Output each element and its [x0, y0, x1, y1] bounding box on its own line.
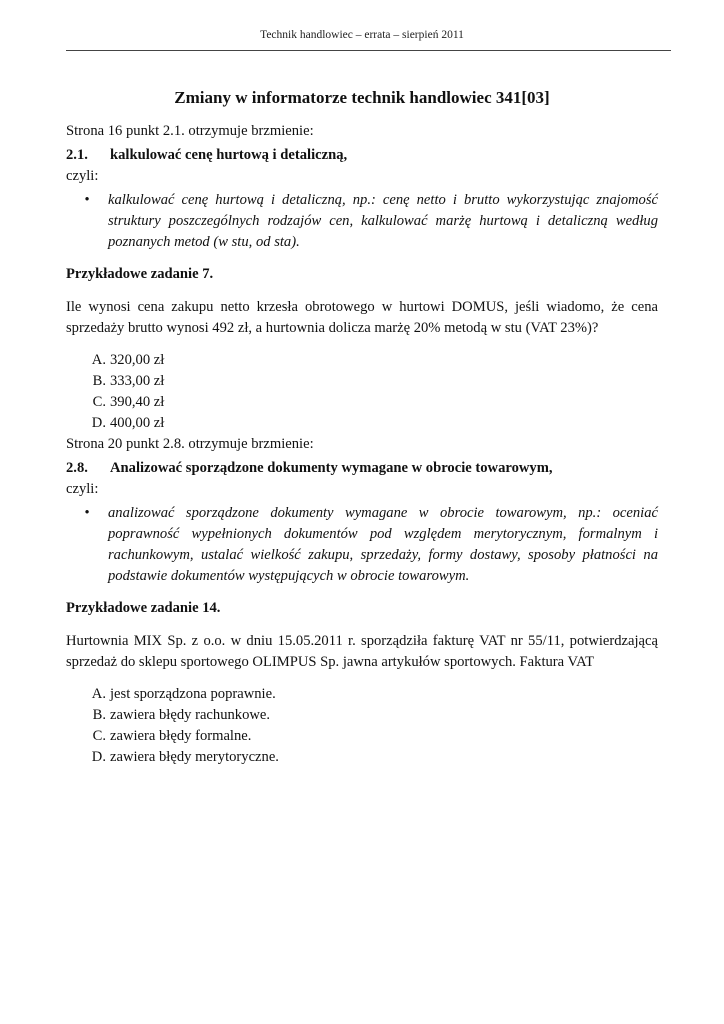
answer-text: zawiera błędy rachunkowe. [110, 707, 271, 723]
answer-list-7 [66, 350, 658, 434]
answer-option [66, 747, 658, 768]
answer-option [66, 413, 658, 434]
answer-option [66, 371, 658, 392]
answer-text: 390,40 zł [110, 394, 165, 410]
answer-option [66, 392, 658, 413]
answer-option [66, 726, 658, 747]
bullet-item-1 [66, 190, 658, 253]
page-title: Zmiany w informatorze technik handlowiec 341[03] [174, 88, 550, 107]
answer-option [66, 684, 658, 705]
section-heading-1 [66, 145, 658, 166]
answer-list-14 [66, 684, 658, 768]
bullet-text-2: analizować sporządzone dokumenty wymagane w obrocie towarowym, np.: oceniać poprawność wypełnionych dokumentów pod względem merytorycznym, formalnym i rachunkowym, ustalać wielkość zakupu, sprzedaży, formy dostawy, sposoby płatności na podstawie dokumentów występujących w obrocie towarowym. [108, 505, 658, 584]
answer-text: 333,00 zł [110, 373, 165, 389]
czyli-label-2: czyli: [66, 481, 99, 497]
page-header: Technik handlowiec – errata – sierpień 2011 [260, 29, 464, 41]
bullet-text-1: kalkulować cenę hurtową i detaliczną, np.: cenę netto i brutto wykorzystując znajomość struktury poszczególnych rodzajów cen, kalkulować marżę hurtową i detaliczną według poznanych metod (w stu, od sta). [108, 192, 658, 250]
answer-option [66, 350, 658, 371]
page-note-2: Strona 20 punkt 2.8. otrzymuje brzmienie: [66, 436, 314, 452]
answer-letter: A. [91, 686, 106, 702]
header-divider [66, 50, 671, 51]
answer-text: 320,00 zł [110, 352, 165, 368]
answer-letter: B. [92, 373, 106, 389]
section-title-1: kalkulować cenę hurtową i detaliczną, [110, 147, 348, 163]
answer-text: 400,00 zł [110, 415, 165, 431]
document-body [66, 86, 658, 768]
section-heading-2 [66, 458, 658, 479]
task-text-7: Ile wynosi cena zakupu netto krzesła obrotowego w hurtowi DOMUS, jeśli wiadomo, że cena sprzedaży brutto wynosi 492 zł, a hurtownia dolicza marżę 20% metodą w stu (VAT 23%)? [66, 299, 658, 336]
answer-letter: C. [92, 728, 106, 744]
bullet-icon: • [84, 192, 90, 208]
bullet-icon: • [84, 505, 90, 521]
section-number-1: 2.1. [66, 147, 88, 163]
section-number-2: 2.8. [66, 460, 88, 476]
answer-letter: B. [92, 707, 106, 723]
answer-letter: D. [91, 415, 106, 431]
answer-text: zawiera błędy formalne. [110, 728, 252, 744]
answer-text: jest sporządzona poprawnie. [110, 686, 276, 702]
task-title-14: Przykładowe zadanie 14. [66, 600, 221, 616]
page-note-1: Strona 16 punkt 2.1. otrzymuje brzmienie: [66, 123, 314, 139]
answer-text: zawiera błędy merytoryczne. [110, 749, 279, 765]
answer-letter: C. [92, 394, 106, 410]
answer-letter: D. [91, 749, 106, 765]
answer-letter: A. [91, 352, 106, 368]
czyli-label-1: czyli: [66, 168, 99, 184]
answer-option [66, 705, 658, 726]
bullet-item-2 [66, 503, 658, 587]
task-text-14: Hurtownia MIX Sp. z o.o. w dniu 15.05.2011 r. sporządziła fakturę VAT nr 55/11, potwierdzającą sprzedaż do sklepu sportowego OLIMPUS Sp. jawna artykułów sportowych. Faktura VAT [66, 633, 658, 670]
section-title-2: Analizować sporządzone dokumenty wymagane w obrocie towarowym, [110, 460, 553, 476]
task-title-7: Przykładowe zadanie 7. [66, 266, 214, 282]
